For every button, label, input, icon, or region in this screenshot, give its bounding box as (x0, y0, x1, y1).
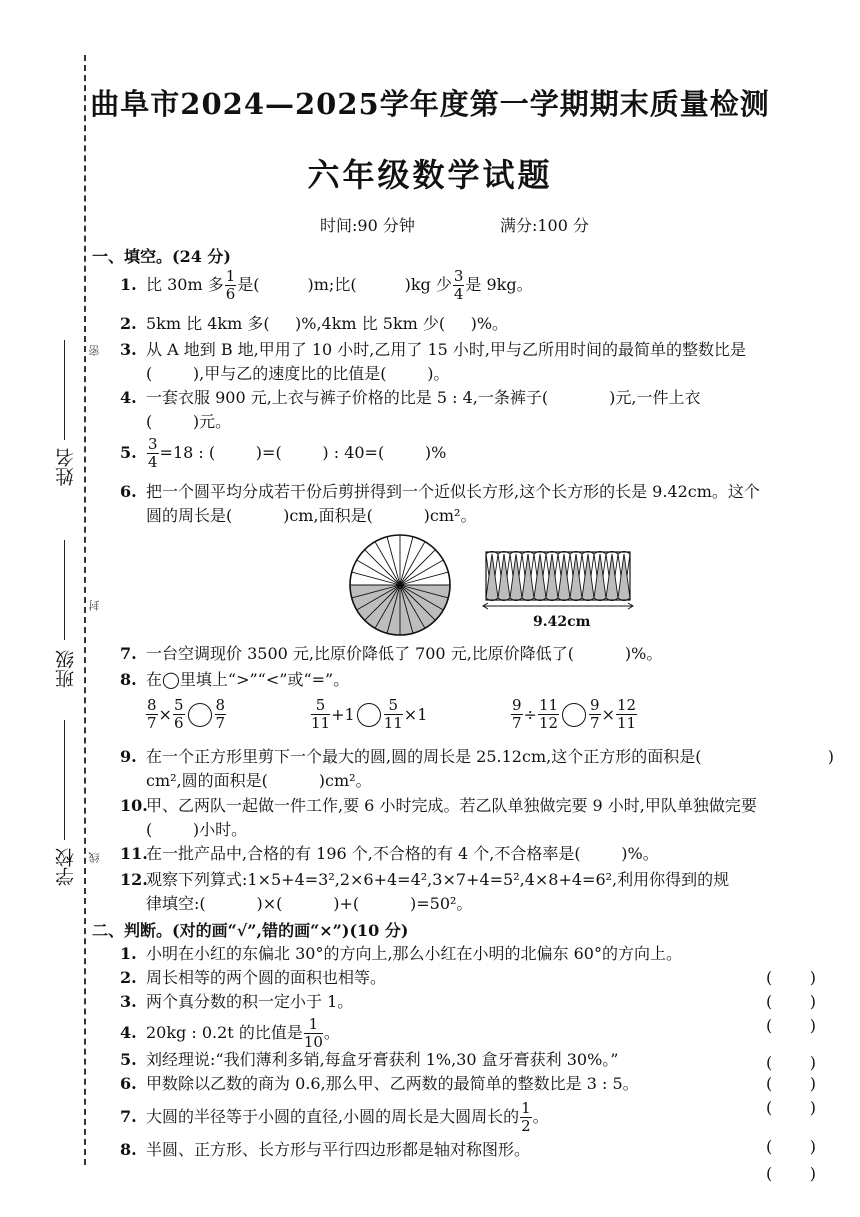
frac-den: 2 (521, 1117, 531, 1135)
question-7 (120, 642, 838, 666)
judgment-text: 甲数除以乙数的商为 0.6,那么甲、乙两数的最简单的整数比是 3 : 5。 (146, 1074, 639, 1093)
frac-den: 7 (147, 714, 157, 732)
judgment-text: 半圆、正方形、长方形与平行四边形都是轴对称图形。 (146, 1140, 531, 1159)
question-1 (120, 268, 838, 303)
q-number: 3. (120, 340, 137, 359)
q-number: 5. (120, 1050, 137, 1069)
paren-open: ( (766, 968, 773, 987)
q4-line2: ( )元。 (146, 412, 232, 431)
paren-open: ( (766, 1098, 773, 1117)
frac-den: 11 (383, 714, 403, 732)
judgment-text: 20kg : 0.2t 的比值是 (146, 1023, 303, 1042)
paren-close: ) (809, 1098, 816, 1117)
exam-subtitle: 六年级数学试题 (307, 156, 553, 194)
section1-heading: 一、填空。(24 分) (92, 247, 231, 266)
frac-num: 9 (512, 696, 522, 714)
judgment-tail: 。 (323, 1023, 340, 1042)
operator: ÷ (523, 705, 537, 724)
approx-rectangle-figure (480, 548, 636, 612)
question-2 (120, 312, 838, 336)
question-9 (120, 745, 838, 793)
q5-text: =18 : ( )=( ) : 40=( )% (159, 443, 447, 462)
judgment-text: 刘经理说:“我们薄利多销,每盒牙膏获利 1%,30 盒牙膏获利 30%。” (146, 1050, 619, 1069)
q-number: 8. (120, 670, 137, 689)
seal-mark-mi: 密 (88, 345, 101, 356)
frac-num: 9 (590, 696, 600, 714)
q-number: 2. (120, 314, 137, 333)
exam-time: 时间:90 分钟 (320, 216, 415, 235)
q8-expression-1 (145, 697, 227, 732)
q-number: 5. (120, 443, 137, 462)
q9-line1: 在一个正方形里剪下一个最大的圆,圆的周长是 25.12cm,这个正方形的面积是( (146, 747, 702, 766)
paren-open: ( (766, 1016, 773, 1035)
judgment-item-8 (120, 1138, 838, 1183)
q8-expression-3 (510, 697, 638, 732)
frac-num: 1 (225, 267, 236, 285)
compare-circle-blank (188, 703, 212, 727)
frac-den: 10 (303, 1033, 323, 1051)
frac-den: 4 (148, 453, 158, 471)
operator: +1 (331, 705, 355, 724)
seal-mark-feng: 封 (88, 600, 101, 611)
q5-fraction (147, 436, 159, 471)
q1-text-c: )m;比( (307, 275, 357, 294)
frac-num: 8 (215, 696, 226, 714)
question-6 (120, 480, 838, 528)
q-number: 8. (120, 1140, 137, 1159)
exam-title: 曲阜市2024—2025学年度第一学期期末质量检测 (90, 87, 770, 121)
paren-close: ) (809, 992, 816, 1011)
q3-line1: 从 A 地到 B 地,甲用了 10 小时,乙用了 15 小时,甲与乙所用时间的最简单的整数比是 (146, 340, 746, 359)
frac-num: 8 (147, 696, 157, 714)
frac-num: 11 (538, 696, 559, 714)
judgment-fraction (304, 1016, 323, 1051)
q-number: 7. (120, 644, 137, 663)
paren-close: ) (809, 1137, 816, 1156)
frac-num: 3 (453, 267, 464, 285)
q-number: 1. (120, 275, 137, 294)
paren-close: ) (809, 968, 816, 987)
q-number: 7. (120, 1107, 137, 1126)
operator: × (158, 705, 172, 724)
paren-open: ( (766, 1074, 773, 1093)
q-number: 3. (120, 992, 137, 1011)
paren-close: ) (809, 1016, 816, 1035)
q-number: 11. (120, 844, 148, 863)
section2-heading: 二、判断。(对的画“√”,错的画“×”)(10 分) (92, 921, 409, 940)
q7-text: 一台空调现价 3500 元,比原价降低了 700 元,比原价降低了( )%。 (146, 644, 663, 663)
exam-score: 满分:100 分 (499, 216, 589, 235)
seal-mark-xian: 线 (88, 852, 101, 863)
class-blank-line (64, 540, 65, 640)
q8-text: 在◯里填上“>”“<”或“=”。 (146, 670, 350, 689)
compare-circle-blank (357, 703, 381, 727)
frac-den: 6 (225, 285, 236, 303)
frac-num: 5 (311, 697, 330, 715)
question-11 (120, 842, 838, 866)
paren-close: ) (809, 1053, 816, 1072)
q1-text-b: 是( (237, 275, 260, 294)
q-number: 4. (120, 1023, 137, 1042)
q2-text: 5km 比 4km 多( )%,4km 比 5km 少( )%。 (146, 314, 509, 333)
paren-close: ) (809, 1074, 816, 1093)
frac-den: 7 (512, 714, 522, 732)
rectangle-length-label: 9.42cm (533, 614, 591, 630)
q-number: 10. (120, 796, 148, 815)
q6-line1: 把一个圆平均分成若干份后剪拼得到一个近似长方形,这个长方形的长是 9.42cm。这个 (146, 482, 760, 501)
binding-dashed-line (84, 55, 86, 1165)
school-blank-line (64, 720, 65, 840)
q1-text-e: 是 9kg。 (465, 275, 533, 294)
frac-den: 12 (538, 714, 559, 732)
q-number: 9. (120, 747, 137, 766)
frac-den: 7 (590, 714, 600, 732)
answer-parentheses (766, 1162, 816, 1186)
judgment-text: 小明在小红的东偏北 30°的方向上,那么小红在小明的北偏东 60°的方向上。 (146, 944, 682, 963)
question-5 (120, 436, 838, 471)
q9-close-paren: ) (827, 747, 834, 766)
paren-open: ( (766, 1164, 773, 1183)
q12-line2: 律填空:( )×( )+( )=50²。 (146, 894, 473, 913)
paren-open: ( (766, 992, 773, 1011)
q9-line2: cm²,圆的面积是( )cm²。 (146, 771, 372, 790)
paren-open: ( (766, 1053, 773, 1072)
q1-fraction-2 (453, 268, 465, 303)
q1-fraction-1 (225, 268, 237, 303)
class-label: 班级 (55, 650, 77, 688)
judgment-text: 周长相等的两个圆的面积也相等。 (146, 968, 387, 987)
q12-line1: 观察下列算式:1×5+4=3²,2×6+4=4²,3×7+4=5²,4×8+4=6²,利用你得到的规 (146, 870, 730, 889)
frac-num: 1 (521, 1099, 531, 1117)
frac-num: 12 (617, 696, 637, 714)
frac-den: 4 (453, 285, 464, 303)
q1-text-a: 比 30m 多 (146, 275, 224, 294)
q-number: 12. (120, 870, 148, 889)
q6-line2: 圆的周长是( )cm,面积是( )cm²。 (146, 506, 477, 525)
question-12 (120, 868, 838, 916)
operator: × (601, 705, 615, 724)
paren-close: ) (809, 1164, 816, 1183)
question-10 (120, 794, 838, 842)
question-8 (120, 668, 838, 692)
q-number: 6. (120, 1074, 137, 1093)
q11-text: 在一批产品中,合格的有 196 个,不合格的有 4 个,不合格率是( )%。 (146, 844, 659, 863)
q4-line1: 一套衣服 900 元,上衣与裤子价格的比是 5 : 4,一条裤子( )元,一件上衣 (146, 388, 701, 407)
frac-den: 11 (617, 714, 637, 732)
sectored-circle-figure (345, 530, 455, 640)
frac-num: 3 (148, 435, 158, 453)
question-4 (120, 386, 838, 434)
name-label: 姓名 (55, 448, 77, 486)
q10-line2: ( )小时。 (146, 820, 248, 839)
q-number: 2. (120, 968, 137, 987)
q3-line2: ( ),甲与乙的速度比的比值是( )。 (146, 364, 450, 383)
frac-num: 1 (304, 1016, 323, 1034)
operator: ×1 (403, 705, 428, 724)
name-blank-line (64, 340, 65, 440)
q10-line1: 甲、乙两队一起做一件工作,要 6 小时完成。若乙队单独做完要 9 小时,甲队单独做完要 (146, 796, 757, 815)
question-3 (120, 338, 838, 386)
paren-open: ( (766, 1137, 773, 1156)
q-number: 1. (120, 944, 137, 963)
q8-expression-2 (310, 697, 427, 732)
frac-num: 5 (173, 696, 184, 714)
q1-text-d: )kg 少 (404, 275, 452, 294)
judgment-text: 两个真分数的积一定小于 1。 (146, 992, 354, 1011)
frac-den: 7 (215, 714, 226, 732)
judgment-tail: 。 (532, 1107, 549, 1126)
q-number: 4. (120, 388, 137, 407)
frac-den: 11 (311, 714, 331, 732)
time-info (320, 213, 669, 236)
judgment-text: 大圆的半径等于小圆的直径,小圆的周长是大圆周长的 (146, 1107, 520, 1126)
q-number: 6. (120, 482, 137, 501)
compare-circle-blank (562, 703, 586, 727)
frac-den: 6 (173, 714, 184, 732)
judgment-fraction (520, 1100, 532, 1135)
school-label: 学校 (55, 848, 77, 886)
frac-num: 5 (384, 697, 403, 715)
